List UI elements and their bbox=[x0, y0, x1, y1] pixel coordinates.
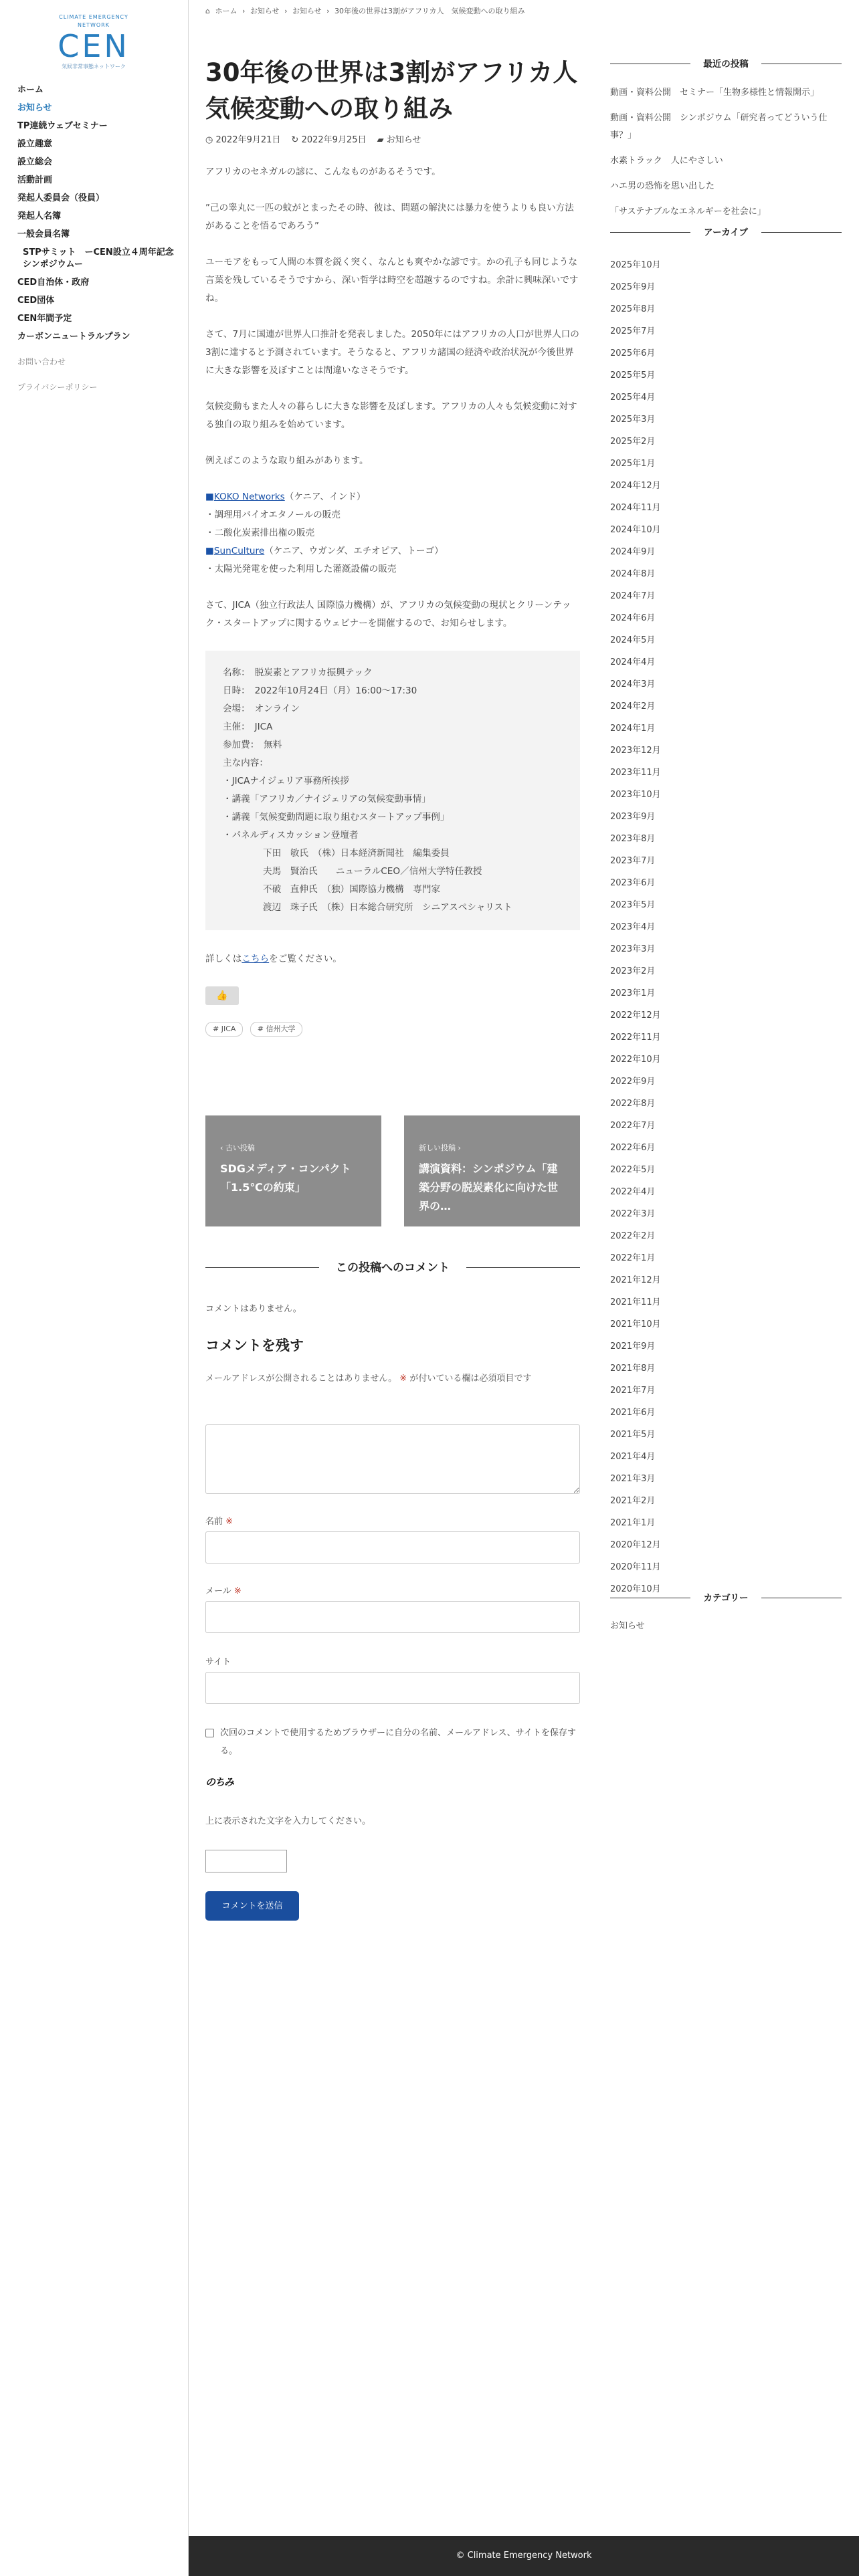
paragraph: ユーモアをもって人間の本質を鋭く突く、なんとも爽やかな諺です。かの孔子も同じような言葉を残しているそうですから、深い哲学は時空を超越するのですね。余計に興味深いですね。 bbox=[205, 257, 579, 304]
tag-icon: # bbox=[213, 1025, 219, 1033]
paragraph: アフリカのセネガルの諺に、こんなものがあるそうです。 bbox=[205, 167, 441, 177]
folder-icon: ▰ bbox=[377, 135, 384, 145]
recent-posts-heading-text: 最近の投稿 bbox=[703, 59, 749, 70]
recent-post-link[interactable]: 「サステナブルなエネルギーを社会に」 bbox=[610, 207, 766, 217]
email-label-text: メール bbox=[205, 1586, 231, 1596]
archive-month-link[interactable]: 2025年3月 bbox=[610, 415, 656, 425]
archive-month-link[interactable]: 2022年10月 bbox=[610, 1055, 661, 1065]
nav-item-contact[interactable]: お問い合わせ bbox=[17, 357, 66, 366]
name-label-text: 名前 bbox=[205, 1517, 223, 1527]
captcha-instructions: 上に表示された文字を入力してください。 bbox=[205, 1816, 371, 1826]
nav-item-carbon-neutral-plan[interactable]: カーボンニュートラルプラン bbox=[17, 332, 130, 342]
archive-month-link[interactable]: 2023年4月 bbox=[610, 922, 656, 932]
archive-month-link[interactable]: 2025年10月 bbox=[610, 260, 661, 270]
archive-month-link[interactable]: 2020年12月 bbox=[610, 1540, 661, 1550]
updated-date: 2022年9月25日 bbox=[301, 135, 367, 145]
archive-month-link[interactable]: 2021年8月 bbox=[610, 1364, 656, 1374]
site-logo[interactable] bbox=[50, 13, 138, 78]
archive-month-link[interactable]: 2023年9月 bbox=[610, 812, 656, 822]
nav-item-home[interactable]: ホーム bbox=[17, 85, 44, 95]
categories-heading-text: カテゴリー bbox=[703, 1593, 749, 1604]
archive-month-link[interactable]: 2021年7月 bbox=[610, 1386, 656, 1396]
archive-month-link[interactable]: 2024年12月 bbox=[610, 481, 661, 491]
archive-month-link[interactable]: 2023年1月 bbox=[610, 988, 656, 998]
comment-note-pre: メールアドレスが公開されることはありません。 bbox=[205, 1374, 397, 1384]
logo-text: CEN bbox=[58, 28, 130, 64]
site-input[interactable] bbox=[205, 1672, 580, 1704]
example-item: ・二酸化炭素排出権の販売 bbox=[205, 528, 315, 538]
examples-list bbox=[205, 488, 580, 578]
archive-month-link[interactable]: 2023年6月 bbox=[610, 878, 656, 888]
divider bbox=[761, 232, 842, 233]
event-content-item: ・JICAナイジェリア事務所挨拶 bbox=[223, 776, 349, 786]
archive-month-link[interactable]: 2022年8月 bbox=[610, 1099, 656, 1109]
paragraph: 気候変動もまた人々の暮らしに大きな影響を及ぼします。アフリカの人々も気候変動に対する独自の取り組みを始めています。 bbox=[205, 401, 577, 430]
archive-month-link[interactable]: 2022年4月 bbox=[610, 1187, 656, 1197]
details-pre: 詳しくは bbox=[205, 954, 242, 964]
post-meta bbox=[205, 132, 421, 145]
archive-month-link[interactable]: 2022年9月 bbox=[610, 1077, 656, 1087]
archive-month-link[interactable]: 2024年1月 bbox=[610, 724, 656, 734]
archive-month-link[interactable]: 2025年7月 bbox=[610, 326, 656, 336]
event-venue: 会場： オンライン bbox=[223, 704, 300, 714]
save-info-checkbox-row[interactable] bbox=[205, 1724, 580, 1760]
no-comments-text: コメントはありません。 bbox=[205, 1304, 302, 1314]
name-label bbox=[205, 1514, 233, 1527]
event-content-item: ・講義「アフリカ／ナイジェリアの気候変動事情」 bbox=[223, 794, 431, 804]
event-date: 日時： 2022年10月24日（月）16:00〜17:30 bbox=[223, 685, 417, 696]
archive-month-link[interactable]: 2023年12月 bbox=[610, 746, 661, 756]
nav-item-founder-list[interactable]: 発起人名簿 bbox=[17, 211, 62, 221]
next-post-label: 新しい投稿 bbox=[419, 1144, 456, 1152]
archive-month-link[interactable]: 2025年8月 bbox=[610, 304, 656, 314]
example-item: ・調理用バイオエタノールの販売 bbox=[205, 510, 341, 520]
like-button[interactable] bbox=[205, 986, 239, 1005]
tag-label: JICA bbox=[221, 1025, 236, 1033]
event-info-box bbox=[205, 651, 580, 930]
archive-month-link[interactable]: 2021年5月 bbox=[610, 1430, 656, 1440]
archive-month-link[interactable]: 2024年6月 bbox=[610, 613, 656, 623]
published-date: 2022年9月21日 bbox=[215, 135, 281, 145]
required-mark: ※ bbox=[233, 1586, 242, 1596]
archive-month-link[interactable]: 2022年2月 bbox=[610, 1231, 656, 1241]
tag-label: 信州大学 bbox=[266, 1025, 296, 1033]
breadcrumb-category[interactable]: お知らせ bbox=[292, 7, 322, 15]
required-mark: ※ bbox=[399, 1374, 407, 1384]
archive-heading-text: アーカイブ bbox=[703, 227, 748, 238]
event-content-item: ・パネルディスカッション登壇者 bbox=[223, 830, 359, 841]
archive-month-link[interactable]: 2021年10月 bbox=[610, 1319, 661, 1329]
archive-month-link[interactable]: 2022年11月 bbox=[610, 1033, 661, 1043]
name-input[interactable] bbox=[205, 1531, 580, 1564]
captcha-input[interactable] bbox=[205, 1850, 287, 1872]
square-bullet-icon: ■ bbox=[205, 546, 214, 556]
site-label: サイト bbox=[205, 1657, 231, 1667]
event-host: 主催： JICA bbox=[223, 722, 273, 732]
nav-item-privacy[interactable]: プライバシーポリシー bbox=[17, 383, 98, 392]
categories-list bbox=[610, 1618, 645, 1631]
save-info-checkbox[interactable] bbox=[205, 1729, 214, 1737]
post-navigation bbox=[205, 1115, 580, 1226]
archive-month-link[interactable]: 2024年7月 bbox=[610, 591, 656, 601]
post-tags bbox=[205, 1020, 580, 1038]
main-nav bbox=[17, 84, 178, 407]
archive-month-link[interactable]: 2024年5月 bbox=[610, 635, 656, 645]
recent-posts-heading bbox=[610, 56, 842, 72]
nav-item-ced-organization[interactable]: CED団体 bbox=[17, 296, 55, 306]
panelist: 渡辺 珠子氏 （株）日本総合研究所 シニアスペシャリスト bbox=[263, 902, 512, 913]
nav-item-founding-purpose[interactable]: 設立趣意 bbox=[17, 139, 53, 149]
archive-heading bbox=[610, 225, 842, 241]
submit-comment-button[interactable]: コメントを送信 bbox=[205, 1891, 299, 1921]
archive-month-link[interactable]: 2022年6月 bbox=[610, 1143, 656, 1153]
nav-item-founder-committee[interactable]: 発起人委員会（役員） bbox=[17, 193, 105, 203]
archive-month-link[interactable]: 2023年7月 bbox=[610, 856, 656, 866]
captcha-image: のちみ bbox=[205, 1776, 234, 1788]
logo-tagline-bottom: 気候非常事態ネットワーク bbox=[62, 64, 126, 70]
archive-month-link[interactable]: 2023年5月 bbox=[610, 900, 656, 910]
archive-month-link[interactable]: 2025年4月 bbox=[610, 393, 656, 403]
paragraph: さて、7月に国連が世界人口推計を発表しました。2050年にはアフリカの人口が世界人口の3割に達すると予測されています。そうなると、アフリカ諸国の経済や政治状況が今後世界に大きな影響を及ぼすことは間違いなさそうです。 bbox=[205, 329, 579, 376]
archive-month-link[interactable]: 2020年11月 bbox=[610, 1562, 661, 1572]
post-body bbox=[205, 163, 580, 1038]
breadcrumb-home[interactable]: ホーム bbox=[215, 7, 237, 15]
divider bbox=[466, 1267, 580, 1268]
archive-month-link[interactable]: 2021年2月 bbox=[610, 1496, 656, 1506]
archive-month-link[interactable]: 2023年2月 bbox=[610, 966, 656, 976]
nav-item-founding-meeting[interactable]: 設立総会 bbox=[17, 157, 53, 167]
archive-month-link[interactable]: 2023年3月 bbox=[610, 944, 656, 954]
clock-icon: ◷ bbox=[205, 135, 213, 145]
recent-posts-list bbox=[610, 84, 842, 229]
archive-month-link[interactable]: 2021年3月 bbox=[610, 1474, 656, 1484]
nav-item-news[interactable]: お知らせ bbox=[17, 103, 52, 113]
archive-month-link[interactable]: 2021年11月 bbox=[610, 1297, 661, 1307]
archive-month-link[interactable]: 2023年11月 bbox=[610, 768, 661, 778]
paragraph: さて、JICA（独立行政法人 国際協力機構）が、アフリカの気候変動の現状とクリーンテック・スタートアップに関するウェビナーを開催するので、お知らせします。 bbox=[205, 600, 571, 629]
archive-month-link[interactable]: 2025年6月 bbox=[610, 348, 656, 358]
archive-month-link[interactable]: 2024年3月 bbox=[610, 679, 656, 689]
archive-month-link[interactable]: 2020年10月 bbox=[610, 1584, 661, 1594]
tag-shinshu-university[interactable] bbox=[250, 1022, 303, 1037]
archive-month-link[interactable]: 2021年12月 bbox=[610, 1275, 661, 1285]
categories-heading bbox=[610, 1590, 842, 1606]
nav-item-activity-plan[interactable]: 活動計画 bbox=[17, 175, 53, 185]
archive-month-link[interactable]: 2021年6月 bbox=[610, 1408, 656, 1418]
chevron-left-icon: ‹ bbox=[220, 1144, 225, 1152]
event-content-heading: 主な内容： bbox=[223, 758, 268, 768]
email-input[interactable] bbox=[205, 1601, 580, 1633]
nav-item-ced-government[interactable]: CED自治体・政府 bbox=[17, 278, 90, 288]
nav-item-member-list[interactable]: 一般会員名簿 bbox=[17, 229, 70, 239]
category-link[interactable]: お知らせ bbox=[610, 1621, 645, 1631]
breadcrumb-separator-icon: › bbox=[326, 7, 330, 15]
comment-textarea[interactable] bbox=[205, 1424, 580, 1494]
sunculture-link[interactable]: SunCulture bbox=[213, 546, 265, 556]
save-info-label: 次回のコメントで使用するためブラウザーに自分の名前、メールアドレス、サイトを保存する。 bbox=[220, 1728, 576, 1756]
archive-month-link[interactable]: 2024年9月 bbox=[610, 547, 656, 557]
archive-month-link[interactable]: 2025年1月 bbox=[610, 459, 656, 469]
thumbs-up-icon: 👍 bbox=[216, 990, 228, 1001]
breadcrumb-separator-icon: › bbox=[284, 7, 288, 15]
details-post: をご覧ください。 bbox=[269, 954, 342, 964]
recent-post-link[interactable]: 水素トラック 人にやさしい bbox=[610, 156, 723, 166]
recent-post-link[interactable]: 動画・資料公開 シンポジウム「研究者ってどういう仕事？」 bbox=[610, 113, 828, 140]
archive-month-link[interactable]: 2024年8月 bbox=[610, 569, 656, 579]
panelist: 下田 敏氏 （株）日本経済新聞社 編集委員 bbox=[263, 848, 450, 859]
recent-post-link[interactable]: 動画・資料公開 セミナー「生物多様性と情報開示」 bbox=[610, 88, 820, 98]
example-item: ・太陽光発電を使った利用した灌漑設備の販売 bbox=[205, 564, 397, 574]
example-note: （ケニア、インド） bbox=[284, 492, 366, 502]
leave-comment-heading: コメントを残す bbox=[205, 1337, 304, 1354]
page-title: 30年後の世界は3割がアフリカ人 気候変動への取り組み bbox=[205, 58, 603, 123]
archive-month-link[interactable]: 2024年10月 bbox=[610, 525, 661, 535]
comments-heading bbox=[205, 1260, 580, 1276]
details-text bbox=[205, 950, 580, 968]
recent-post-link[interactable]: ハエ男の恐怖を思い出した bbox=[610, 181, 715, 191]
site-footer: © Climate Emergency Network bbox=[189, 2536, 859, 2576]
archive-month-link[interactable]: 2024年2月 bbox=[610, 702, 656, 712]
previous-post-link[interactable] bbox=[205, 1115, 381, 1226]
nav-item-tp-web-seminar[interactable]: TP連続ウェブセミナー bbox=[17, 121, 108, 131]
update-icon: ↻ bbox=[291, 135, 299, 145]
breadcrumb-current: 30年後の世界は3割がアフリカ人 気候変動への取り組み bbox=[335, 7, 525, 15]
archive-month-link[interactable]: 2024年4月 bbox=[610, 657, 656, 667]
koko-networks-link[interactable]: KOKO Networks bbox=[213, 492, 285, 502]
nav-item-stp-summit[interactable]: STPサミット ーCEN設立４周年記念 シンポジウムー bbox=[23, 247, 174, 270]
example-note: （ケニア、ウガンダ、エチオピア、トーゴ） bbox=[264, 546, 444, 556]
archive-list bbox=[610, 254, 842, 1600]
chevron-right-icon: › bbox=[456, 1144, 461, 1152]
archive-month-link[interactable]: 2021年1月 bbox=[610, 1518, 656, 1528]
archive-month-link[interactable]: 2022年1月 bbox=[610, 1253, 656, 1263]
logo-tagline-top: CLIMATE EMERGENCY NETWORK bbox=[59, 14, 128, 28]
paragraph: ”己の睾丸に一匹の蚊がとまったその時、彼は、問題の解決には暴力を使うよりも良い方法があることを悟るであろう” bbox=[205, 203, 574, 231]
details-link[interactable]: こちら bbox=[242, 954, 270, 964]
event-fee: 参加費： 無料 bbox=[223, 740, 282, 750]
archive-month-link[interactable]: 2025年2月 bbox=[610, 437, 656, 447]
required-mark: ※ bbox=[225, 1517, 233, 1527]
comment-note-post: が付いている欄は必須項目です bbox=[409, 1374, 532, 1384]
archive-month-link[interactable]: 2025年9月 bbox=[610, 282, 656, 292]
home-icon: ⌂ bbox=[205, 7, 210, 15]
event-content-item: ・講義「気候変動問題に取り組むスタートアップ事例」 bbox=[223, 812, 450, 823]
breadcrumb-news[interactable]: お知らせ bbox=[250, 7, 280, 15]
previous-post-title: SDGメディア・コンパクト「1.5℃の約束」 bbox=[220, 1162, 351, 1194]
archive-month-link[interactable]: 2022年5月 bbox=[610, 1165, 656, 1175]
event-name: 名称： 脱炭素とアフリカ振興テック bbox=[223, 667, 373, 678]
archive-month-link[interactable]: 2021年9月 bbox=[610, 1341, 656, 1352]
archive-month-link[interactable]: 2022年7月 bbox=[610, 1121, 656, 1131]
email-label bbox=[205, 1584, 242, 1596]
archive-month-link[interactable]: 2025年5月 bbox=[610, 370, 656, 381]
square-bullet-icon: ■ bbox=[205, 492, 214, 502]
archive-month-link[interactable]: 2022年12月 bbox=[610, 1010, 661, 1021]
post-category-link[interactable]: お知らせ bbox=[386, 135, 421, 145]
paragraph: 例えばこのような取り組みがあります。 bbox=[205, 455, 369, 466]
tag-jica[interactable] bbox=[205, 1022, 243, 1037]
archive-month-link[interactable]: 2023年8月 bbox=[610, 834, 656, 844]
next-post-title: 講演資料：シンポジウム「建築分野の脱炭素化に向けた世界の… bbox=[419, 1162, 559, 1212]
left-sidebar bbox=[0, 0, 189, 2576]
breadcrumb-separator-icon: › bbox=[242, 7, 246, 15]
archive-month-link[interactable]: 2022年3月 bbox=[610, 1209, 656, 1219]
next-post-link[interactable] bbox=[404, 1115, 580, 1226]
previous-post-label: 古い投稿 bbox=[225, 1144, 255, 1152]
archive-month-link[interactable]: 2021年4月 bbox=[610, 1452, 656, 1462]
panelist: 夫馬 賢治氏 ニューラルCEO／信州大学特任教授 bbox=[263, 866, 482, 877]
archive-month-link[interactable]: 2023年10月 bbox=[610, 790, 661, 800]
tag-icon: # bbox=[257, 1025, 264, 1033]
comment-note bbox=[205, 1371, 580, 1387]
nav-item-annual-schedule[interactable]: CEN年間予定 bbox=[17, 314, 72, 324]
breadcrumb bbox=[205, 5, 528, 16]
panelist: 不破 直伸氏 （独）国際協力機構 専門家 bbox=[263, 884, 441, 895]
comments-heading-text: この投稿へのコメント bbox=[336, 1261, 450, 1275]
archive-month-link[interactable]: 2024年11月 bbox=[610, 503, 661, 513]
